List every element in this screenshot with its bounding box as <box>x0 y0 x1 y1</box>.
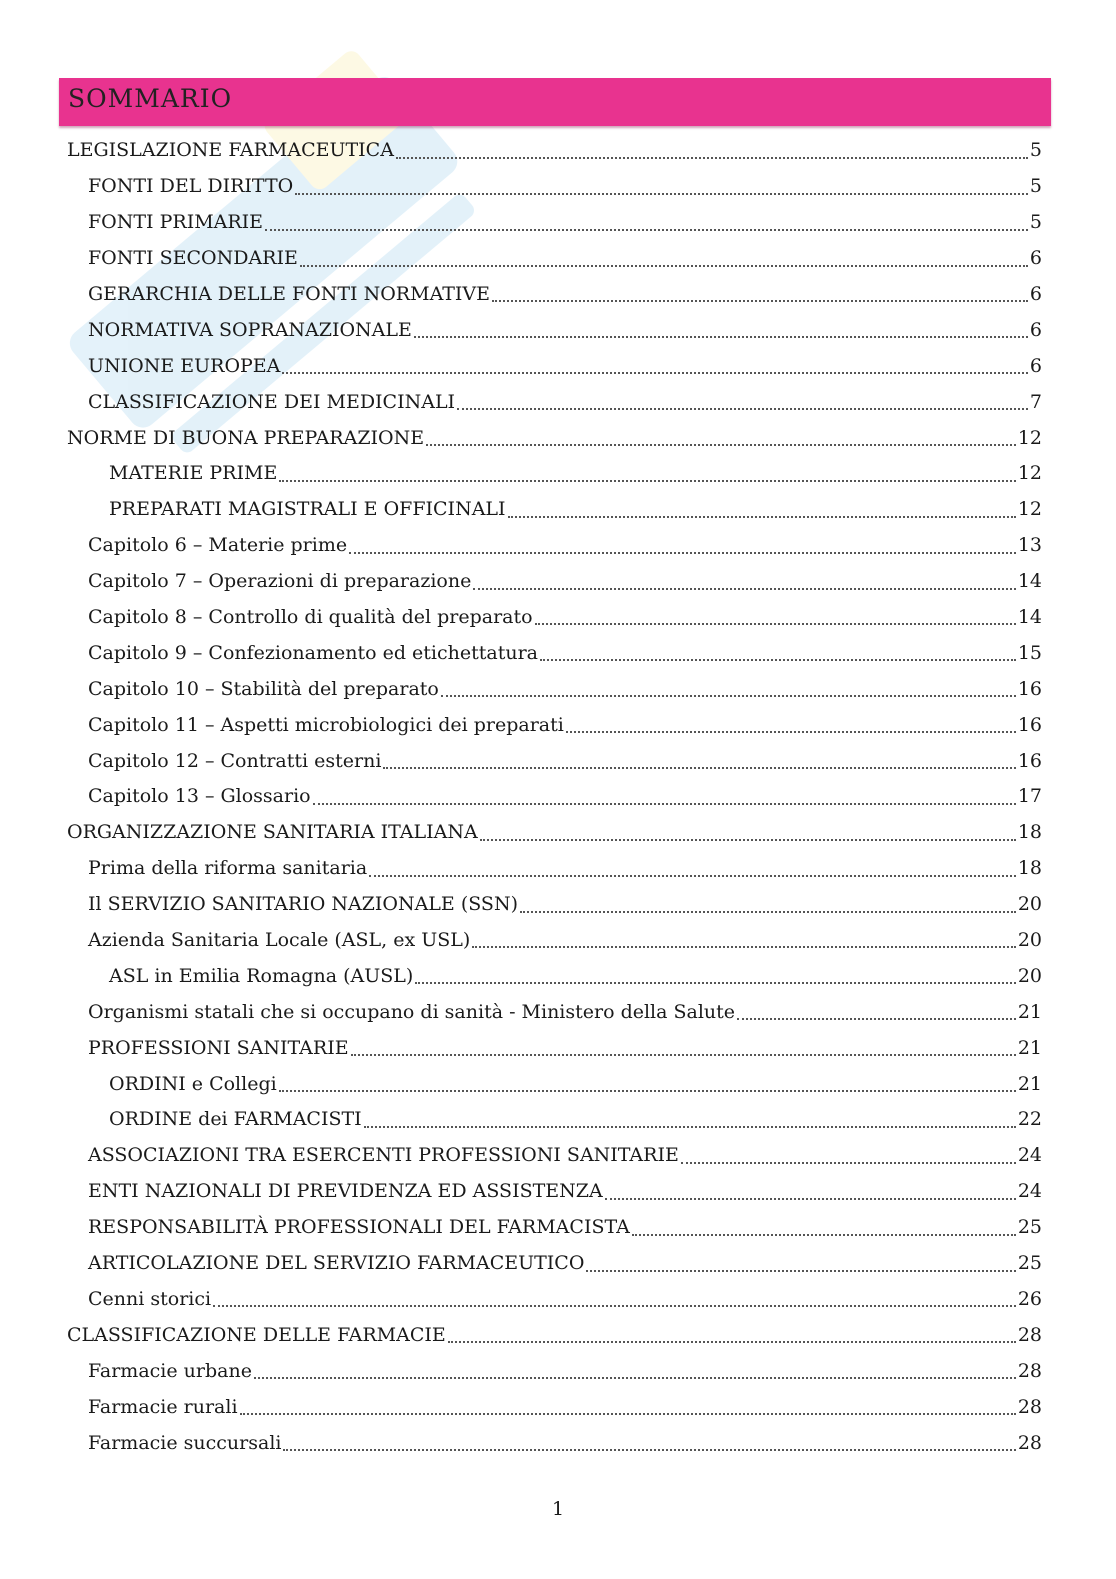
toc-dot-leader <box>414 336 1028 338</box>
toc-dot-leader <box>480 839 1016 841</box>
toc-entry-page: 20 <box>1017 893 1042 916</box>
toc-entry[interactable] <box>67 420 1042 456</box>
toc-entry-title: Capitolo 8 – Controllo di qualità del preparato <box>88 606 533 629</box>
toc-entry-title: CLASSIFICAZIONE DEI MEDICINALI <box>88 390 456 413</box>
toc-entry[interactable] <box>67 1210 1042 1246</box>
toc-entry[interactable] <box>67 1066 1042 1102</box>
toc-entry-page: 22 <box>1017 1108 1042 1131</box>
toc-entry-page: 7 <box>1029 390 1042 413</box>
toc-dot-leader <box>508 516 1016 518</box>
toc-entry-title: RESPONSABILITÀ PROFESSIONALI DEL FARMACISTA <box>88 1216 630 1239</box>
toc-dot-leader <box>520 911 1016 913</box>
toc-entry-page: 18 <box>1017 821 1042 844</box>
toc-dot-leader <box>265 229 1028 231</box>
toc-dot-leader <box>351 1054 1016 1056</box>
toc-entry-title: PREPARATI MAGISTRALI E OFFICINALI <box>109 498 506 521</box>
toc-dot-leader <box>586 1270 1015 1272</box>
toc-entry-title: ENTI NAZIONALI DI PREVIDENZA ED ASSISTENZA <box>88 1180 603 1203</box>
toc-entry-page: 24 <box>1017 1180 1042 1203</box>
toc-entry-title: NORME DI BUONA PREPARAZIONE <box>67 426 425 449</box>
toc-dot-leader <box>300 265 1028 267</box>
toc-entry[interactable] <box>67 779 1042 815</box>
toc-entry-page: 6 <box>1029 283 1042 305</box>
toc-dot-leader <box>535 623 1016 625</box>
toc-entry-page: 21 <box>1017 1000 1042 1023</box>
toc-entry[interactable] <box>67 169 1042 205</box>
toc-entry[interactable] <box>67 815 1042 851</box>
toc-entry-page: 24 <box>1017 1144 1042 1167</box>
toc-entry-title: Farmacie rurali <box>88 1395 238 1418</box>
toc-entry-page: 12 <box>1017 426 1042 449</box>
toc-dot-leader <box>383 767 1015 769</box>
toc-entry[interactable] <box>67 1425 1042 1461</box>
toc-entry[interactable] <box>67 887 1042 923</box>
toc-entry-page: 5 <box>1029 139 1042 162</box>
toc-entry-page: 6 <box>1029 354 1042 377</box>
toc-entry-title: PROFESSIONI SANITARIE <box>88 1036 349 1059</box>
toc-dot-leader <box>472 946 1016 948</box>
toc-entry[interactable] <box>67 923 1042 959</box>
toc-entry-page: 25 <box>1017 1216 1042 1239</box>
toc-entry-page: 12 <box>1017 498 1042 521</box>
toc-entry[interactable] <box>67 456 1042 492</box>
toc-entry[interactable] <box>67 1174 1042 1210</box>
toc-dot-leader <box>457 408 1028 410</box>
toc-entry-title: Capitolo 11 – Aspetti microbiologici dei preparati <box>88 713 564 736</box>
toc-dot-leader <box>282 372 1028 374</box>
toc-dot-leader <box>364 1126 1016 1128</box>
toc-entry-page: 14 <box>1017 606 1042 629</box>
toc-entry-title: Capitolo 7 – Operazioni di preparazione <box>88 570 472 593</box>
toc-entry-page: 21 <box>1017 1072 1042 1095</box>
toc-entry-title: Farmacie urbane <box>88 1359 252 1382</box>
toc-entry-title: Prima della riforma sanitaria <box>88 857 368 880</box>
toc-dot-leader <box>441 695 1016 697</box>
toc-dot-leader <box>313 803 1016 805</box>
toc-dot-leader <box>283 1449 1015 1451</box>
toc-entry-title: FONTI SECONDARIE <box>88 247 298 270</box>
toc-entry-page: 5 <box>1029 175 1042 198</box>
toc-entry[interactable] <box>67 1030 1042 1066</box>
toc-entry[interactable] <box>67 241 1042 277</box>
toc-entry-page: 28 <box>1017 1395 1042 1418</box>
toc-entry[interactable] <box>67 348 1042 384</box>
toc-entry[interactable] <box>67 743 1042 779</box>
toc-entry-title: ORDINI e Collegi <box>109 1072 277 1095</box>
toc-entry[interactable] <box>67 1389 1042 1425</box>
toc-entry[interactable] <box>67 1246 1042 1282</box>
toc-dot-leader <box>349 552 1016 554</box>
toc-entry[interactable] <box>67 564 1042 600</box>
toc-entry-title: Cenni storici <box>88 1287 212 1310</box>
toc-entry-title: ARTICOLAZIONE DEL SERVIZIO FARMACEUTICO <box>88 1252 585 1275</box>
toc-entry-page: 16 <box>1017 713 1042 736</box>
toc-entry-page: 16 <box>1017 677 1042 700</box>
toc-entry[interactable] <box>67 312 1042 348</box>
toc-entry-page: 25 <box>1017 1252 1042 1275</box>
toc-entry-page: 28 <box>1017 1323 1042 1346</box>
toc-entry-title: ORGANIZZAZIONE SANITARIA ITALIANA <box>67 821 478 844</box>
toc-entry-page: 6 <box>1029 247 1042 270</box>
toc-dot-leader <box>681 1162 1016 1164</box>
toc-entry[interactable] <box>67 851 1042 887</box>
toc-entry-title: LEGISLAZIONE FARMACEUTICA <box>67 139 394 162</box>
toc-entry[interactable] <box>67 1138 1042 1174</box>
toc-entry[interactable] <box>67 277 1042 313</box>
toc-dot-leader <box>448 1341 1016 1343</box>
toc-entry-title: Farmacie succursali <box>88 1431 282 1454</box>
toc-dot-leader <box>213 1305 1016 1307</box>
toc-dot-leader <box>605 1198 1016 1200</box>
toc-entry[interactable] <box>67 384 1042 420</box>
toc-dot-leader <box>415 982 1016 984</box>
toc-entry-page: 20 <box>1017 929 1042 952</box>
toc-entry-title: Capitolo 13 – Glossario <box>88 785 311 808</box>
toc-entry-title: ORDINE dei FARMACISTI <box>109 1108 362 1131</box>
toc-entry[interactable] <box>67 1317 1042 1353</box>
toc-entry-page: 6 <box>1029 318 1042 341</box>
toc-entry-title: CLASSIFICAZIONE DELLE FARMACIE <box>67 1323 446 1346</box>
toc-dot-leader <box>279 1090 1016 1092</box>
toc-entry-page: 26 <box>1017 1287 1042 1310</box>
toc-dot-leader <box>473 588 1015 590</box>
toc-dot-leader <box>240 1413 1016 1415</box>
toc-entry[interactable] <box>67 994 1042 1030</box>
toc-dot-leader <box>632 1234 1016 1236</box>
toc-entry[interactable] <box>67 707 1042 743</box>
toc-entry-title: FONTI PRIMARIE <box>88 211 264 234</box>
toc-entry-page: 21 <box>1017 1036 1042 1059</box>
toc-entry-page: 12 <box>1017 462 1042 485</box>
toc-entry[interactable] <box>67 600 1042 636</box>
toc-entry-title: UNIONE EUROPEA <box>88 354 281 377</box>
toc-entry-page: 15 <box>1017 641 1042 664</box>
toc-dot-leader <box>254 1377 1016 1379</box>
toc-entry-title: Capitolo 6 – Materie prime <box>88 534 348 557</box>
toc-dot-leader <box>540 659 1016 661</box>
toc-entry-page: 28 <box>1017 1359 1042 1382</box>
toc-dot-leader <box>279 480 1015 482</box>
toc-dot-leader <box>426 444 1016 446</box>
toc-entry-title: Capitolo 12 – Contratti esterni <box>88 749 382 772</box>
toc-entry-title: Organismi statali che si occupano di sanità - Ministero della Salute <box>88 1000 736 1023</box>
toc-entry-page: 13 <box>1017 534 1042 557</box>
toc-entry-title: MATERIE PRIME <box>109 462 278 485</box>
toc-entry[interactable] <box>67 1353 1042 1389</box>
toc-entry-title: Azienda Sanitaria Locale (ASL, ex USL) <box>88 929 471 952</box>
toc-entry-title: NORMATIVA SOPRANAZIONALE <box>88 318 412 341</box>
toc-entry-page: 5 <box>1029 211 1042 234</box>
toc-entry[interactable] <box>67 528 1042 564</box>
toc-entry-title: Capitolo 9 – Confezionamento ed etichettatura <box>88 641 538 664</box>
page-number: 1 <box>551 1498 565 1520</box>
toc-dot-leader <box>295 193 1028 195</box>
toc-entry-page: 17 <box>1017 785 1042 808</box>
toc-entry-title: ASL in Emilia Romagna (AUSL) <box>109 964 414 987</box>
toc-entry-title: Capitolo 10 – Stabilità del preparato <box>88 677 439 700</box>
page-title: SOMMARIO <box>68 84 233 113</box>
toc-entry[interactable] <box>67 671 1042 707</box>
toc-entry[interactable] <box>67 205 1042 241</box>
toc-entry[interactable] <box>67 133 1042 169</box>
toc-entry[interactable] <box>67 958 1042 994</box>
toc-entry-page: 14 <box>1017 570 1042 593</box>
toc-dot-leader <box>566 731 1016 733</box>
toc-entry-title: FONTI DEL DIRITTO <box>88 175 294 198</box>
toc-entry-page: 18 <box>1017 857 1042 880</box>
toc-entry-page: 28 <box>1017 1431 1042 1454</box>
toc-entry[interactable] <box>67 492 1042 528</box>
toc-entry-title: ASSOCIAZIONI TRA ESERCENTI PROFESSIONI SANITARIE <box>88 1144 679 1167</box>
toc-dot-leader <box>492 300 1028 302</box>
toc-entry-page: 20 <box>1017 964 1042 987</box>
toc-entry-page: 16 <box>1017 749 1042 772</box>
toc-dot-leader <box>737 1018 1016 1020</box>
toc-entry-title: GERARCHIA DELLE FONTI NORMATIVE <box>88 283 491 305</box>
toc-entry[interactable] <box>67 635 1042 671</box>
table-of-contents <box>67 133 1042 1461</box>
toc-dot-leader <box>369 875 1016 877</box>
toc-dot-leader <box>396 157 1028 159</box>
toc-entry-title: Il SERVIZIO SANITARIO NAZIONALE (SSN) <box>88 893 518 916</box>
toc-entry[interactable] <box>67 1102 1042 1138</box>
toc-entry[interactable] <box>67 1282 1042 1318</box>
